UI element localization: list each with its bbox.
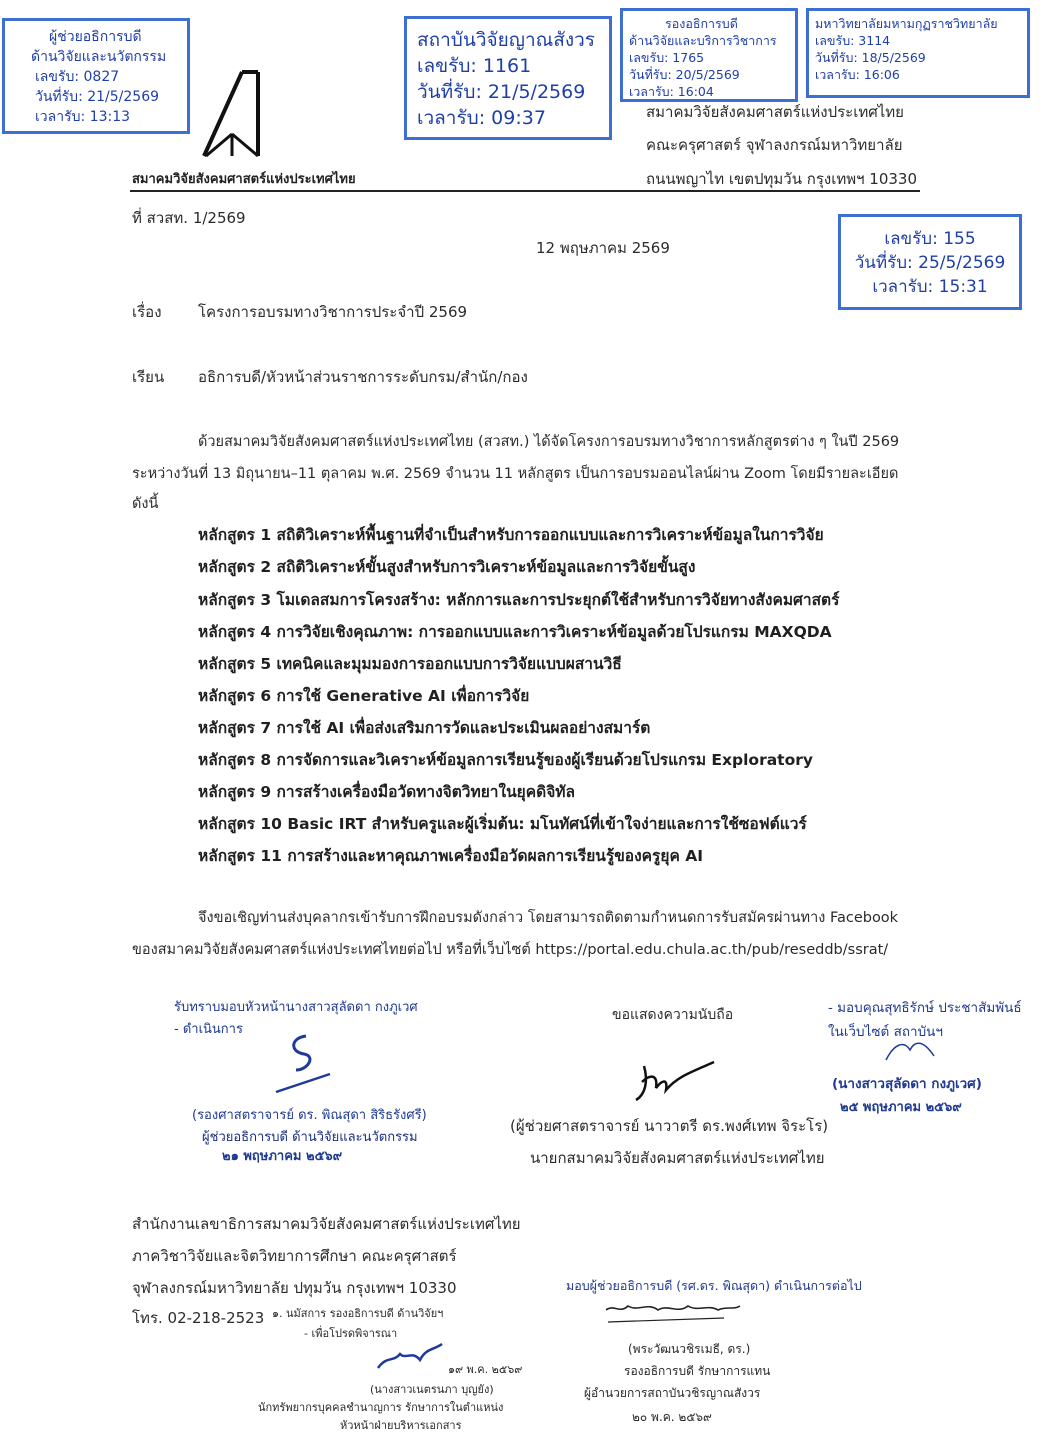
body-paragraph-1-line-2: ระหว่างวันที่ 13 มิถุนายน–11 ตุลาคม พ.ศ. 2569 จำนวน 11 หลักสูตร เป็นการอบรมออนไลน์ผ่าน Zoom โดยมีรายละเอียด <box>132 466 899 482</box>
course-item: หลักสูตร 4 การวิจัยเชิงคุณภาพ: การออกแบบและการวิเคราะห์ข้อมูลด้วยโปรแกรม MAXQDA <box>198 623 832 641</box>
left-note-line-2: - ดำเนินการ <box>174 1022 243 1037</box>
address-line-3: ถนนพญาไท เขตปทุมวัน กรุงเทพฯ 10330 <box>646 170 918 188</box>
mid-signer-title-1: นักทรัพยากรบุคคลชำนาญการ รักษาการในตำแหน่ง <box>258 1401 504 1414</box>
subject-label: เรื่อง <box>132 303 162 321</box>
logo-org-name: สมาคมวิจัยสังคมศาสตร์แห่งประเทศไทย <box>132 172 356 187</box>
footer-phone: โทร. 02-218-2523 <box>132 1309 265 1327</box>
document-date: 12 พฤษภาคม 2569 <box>536 239 670 257</box>
stamp-date: วันที่รับ: 21/5/2569 <box>35 89 160 105</box>
course-item: หลักสูตร 10 Basic IRT สำหรับครูและผู้เริ่มต้น: มโนทัศน์ที่เข้าใจง่ายและการใช้ซอฟต์แวร์ <box>198 815 807 833</box>
stamp-time: เวลารับ: 13:13 <box>35 109 131 125</box>
bottom-right-signature <box>604 1296 744 1330</box>
bottom-right-signer: (พระวัฒนวชิรเมธี, ดร.) <box>628 1342 751 1356</box>
stamp-title: สถาบันวิจัยญาณสังวร <box>417 29 595 51</box>
course-item: หลักสูตร 11 การสร้างและหาคุณภาพเครื่องมือวัดผลการเรียนรู้ของครูยุค AI <box>198 847 703 865</box>
document-ref: ที่ สวสท. 1/2569 <box>132 209 246 227</box>
stamp-title: ผู้ช่วยอธิการบดี <box>49 29 142 45</box>
course-item: หลักสูตร 7 การใช้ AI เพื่อส่งเสริมการวัดและประเมินผลอย่างสมาร์ต <box>198 719 651 737</box>
stamp-date: วันที่รับ: 25/5/2569 <box>854 253 1006 273</box>
right-signature <box>882 1034 938 1064</box>
course-item: หลักสูตร 3 โมเดลสมการโครงสร้าง: หลักการและการประยุกต์ใช้สำหรับการวิจัยทางสังคมศาสตร์ <box>198 591 840 609</box>
course-item: หลักสูตร 1 สถิติวิเคราะห์พื้นฐานที่จำเป็นสำหรับการออกแบบและการวิเคราะห์ข้อมูลในการวิจัย <box>198 526 824 544</box>
stamp-number: เลขรับ: 1161 <box>417 55 532 77</box>
receipt-stamp-vice-president <box>620 8 798 102</box>
stamp-number: เลขรับ: 0827 <box>35 69 120 85</box>
stamp-date: วันที่รับ: 20/5/2569 <box>629 67 740 82</box>
stamp-number: เลขรับ: 155 <box>884 229 976 249</box>
body-paragraph-2-line-1: จึงขอเชิญท่านส่งบุคลากรเข้ารับการฝึกอบรมดังกล่าว โดยสามารถติดตามกำหนดการรับสมัครผ่านทาง Facebook <box>198 910 899 926</box>
to-label: เรียน <box>132 368 165 386</box>
footer-line-2: ภาควิชาวิจัยและจิตวิทยาการศึกษา คณะครุศาสตร์ <box>132 1247 457 1265</box>
course-item: หลักสูตร 9 การสร้างเครื่องมือวัดทางจิตวิทยาในยุคดิจิทัล <box>198 783 575 801</box>
closing-text: ขอแสดงความนับถือ <box>612 1007 734 1023</box>
stamp-number: เลขรับ: 1765 <box>629 50 705 65</box>
receipt-stamp-university <box>806 8 1030 98</box>
stamp-time: เวลารับ: 16:06 <box>815 67 900 82</box>
right-note-line-2: ในเว็บไซต์ สถาบันฯ <box>828 1024 943 1040</box>
course-item: หลักสูตร 8 การจัดการและวิเคราะห์ข้อมูลการเรียนรู้ของผู้เรียนด้วยโปรแกรม Exploratory <box>198 751 813 769</box>
stamp-time: เวลารับ: 15:31 <box>872 277 988 297</box>
body-paragraph-1-line-3: ดังนี้ <box>132 496 159 512</box>
left-signer-name: (รองศาสตราจารย์ ดร. พิณสุดา สิริธรังศรี) <box>192 1108 427 1123</box>
course-item: หลักสูตร 6 การใช้ Generative AI เพื่อการวิจัย <box>198 687 530 705</box>
left-note-line-1: รับทราบมอบหัวหน้านางสาวสุลัดดา กงภูเวศ <box>174 1000 418 1015</box>
mid-signature <box>376 1338 446 1374</box>
stamp-title: มหาวิทยาลัยมหามกุฏราชวิทยาลัย <box>815 16 998 31</box>
receipt-stamp-research-innovation <box>2 18 190 134</box>
receipt-stamp-research-institute <box>404 16 612 140</box>
mid-note-line-1: ๑. นมัสการ รองอธิการบดี ด้านวิจัยฯ <box>272 1307 444 1320</box>
stamp-subtitle: ด้านวิจัยและนวัตกรรม <box>31 49 167 65</box>
address-line-2: คณะครุศาสตร์ จุฬาลงกรณ์มหาวิทยาลัย <box>646 136 903 154</box>
course-item: หลักสูตร 2 สถิติวิเคราะห์ขั้นสูงสำหรับการวิเคราะห์ข้อมูลและการวิจัยขั้นสูง <box>198 558 696 576</box>
stamp-number: เลขรับ: 3114 <box>815 33 891 48</box>
address-line-1: สมาคมวิจัยสังคมศาสตร์แห่งประเทศไทย <box>646 103 904 121</box>
bottom-right-date: ๒๐ พ.ค. ๒๕๖๙ <box>632 1410 712 1424</box>
left-date: ๒๑ พฤษภาคม ๒๕๖๙ <box>222 1149 343 1164</box>
signer-name: (ผู้ช่วยศาสตราจารย์ นาวาตรี ดร.พงศ์เทพ จิระโร) <box>510 1117 829 1135</box>
body-paragraph-2-line-2: ของสมาคมวิจัยสังคมศาสตร์แห่งประเทศไทยต่อไป หรือที่เว็บไซต์ https://portal.edu.chula.ac.th/pub/reseddb/ssrat/ <box>132 942 889 958</box>
body-paragraph-1-line-1: ด้วยสมาคมวิจัยสังคมศาสตร์แห่งประเทศไทย (สวสท.) ได้จัดโครงการอบรมทางวิชาการหลักสูตรต่าง ๆ ในปี 2569 <box>198 434 900 450</box>
right-note-line-1: - มอบคุณสุทธิรักษ์ ประชาสัมพันธ์ <box>828 1000 1022 1016</box>
stamp-title: รองอธิการบดี <box>665 16 738 31</box>
main-signature <box>628 1060 718 1106</box>
right-date: ๒๕ พฤษภาคม ๒๕๖๙ <box>840 1100 962 1115</box>
stamp-date: วันที่รับ: 18/5/2569 <box>815 50 926 65</box>
mid-date: ๑๙ พ.ค. ๒๕๖๙ <box>448 1363 523 1376</box>
footer-line-1: สำนักงานเลขาธิการสมาคมวิจัยสังคมศาสตร์แห่งประเทศไทย <box>132 1215 521 1233</box>
bottom-right-title-2: ผู้อำนวยการสถาบันวชิรญาณสังวร <box>584 1386 761 1400</box>
stamp-subtitle: ด้านวิจัยและบริการวิชาการ <box>629 33 777 48</box>
letterhead-divider <box>130 190 920 192</box>
stamp-time: เวลารับ: 09:37 <box>417 107 546 129</box>
association-logo <box>196 70 278 158</box>
bottom-right-note: มอบผู้ช่วยอธิการบดี (รศ.ดร. พิณสุดา) ดำเนินการต่อไป <box>566 1278 862 1293</box>
mid-signer-name: (นางสาวเนตรนภา บุญยัง) <box>370 1383 494 1396</box>
to-text: อธิการบดี/หัวหน้าส่วนราชการระดับกรม/สำนัก/กอง <box>198 368 528 386</box>
left-signer-title: ผู้ช่วยอธิการบดี ด้านวิจัยและนวัตกรรม <box>202 1130 418 1145</box>
bottom-right-title-1: รองอธิการบดี รักษาการแทน <box>624 1364 771 1378</box>
footer-line-3: จุฬาลงกรณ์มหาวิทยาลัย ปทุมวัน กรุงเทพฯ 10330 <box>132 1279 457 1297</box>
subject-text: โครงการอบรมทางวิชาการประจำปี 2569 <box>198 303 468 321</box>
stamp-date: วันที่รับ: 21/5/2569 <box>417 81 586 103</box>
course-item: หลักสูตร 5 เทคนิคและมุมมองการออกแบบการวิจัยแบบผสานวิธี <box>198 655 622 673</box>
mid-signer-title-2: หัวหน้าฝ่ายบริหารเอกสาร <box>340 1419 462 1432</box>
receipt-stamp-local <box>838 214 1022 310</box>
stamp-time: เวลารับ: 16:04 <box>629 84 714 99</box>
left-signature <box>268 1030 338 1094</box>
signer-title: นายกสมาคมวิจัยสังคมศาสตร์แห่งประเทศไทย <box>530 1149 825 1167</box>
mid-note-line-2: - เพื่อโปรดพิจารณา <box>304 1327 398 1340</box>
right-signer-name: (นางสาวสุลัดดา กงภูเวศ) <box>832 1076 982 1092</box>
